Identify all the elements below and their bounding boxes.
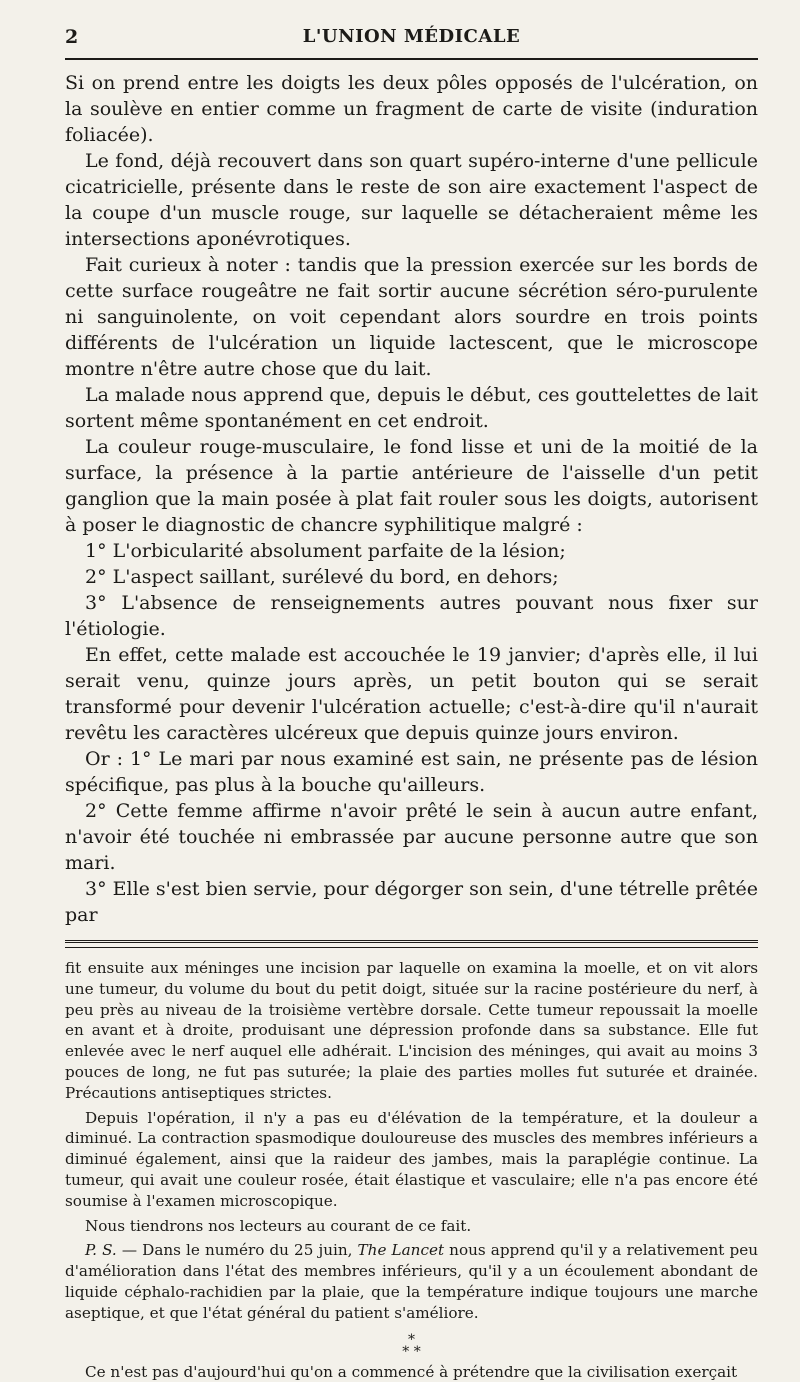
asterism-top: * [408,1331,415,1348]
journal-title: L'UNION MÉDICALE [302,26,521,47]
note-paragraph: Depuis l'opération, il n'y a pas eu d'élévation de la température, et la douleur a diminué. La contraction spasmodique douloureuse des muscles des membres inférieurs a diminué également, ainsi que la raideur des jambes, mais la paraplégie continue. La tumeur, qui avait une couleur rosée, était élastique et vasculaire; elle n'a pas encore été soumise à l'examen microscopique. [65,1108,758,1210]
list-item: 1° L'orbicularité absolument parfaite de la lésion; [85,540,566,562]
paragraph: Le fond, déjà recouvert dans son quart supéro-interne d'une pellicule cicatricielle, présente dans le reste de son aire exactement l'aspect de la coupe d'un muscle rouge, sur laquelle se détacheraient même les intersections aponévrotiques. [65,150,758,250]
asterism [65,1331,758,1360]
page-number: 2 [65,26,79,48]
feuilleton-section [65,958,758,1382]
paragraph: La couleur rouge-musculaire, le fond lisse et uni de la moitié de la surface, la présence à la partie antérieure de l'aisselle d'un petit ganglion que la main posée à plat fait rouler sous les doigts, autorisent à poser le diagnostic de chancre syphilitique malgré : [65,436,758,536]
asterism-bottom: * * [402,1343,421,1360]
list-item: 3° L'absence de renseignements autres pouvant nous fixer sur l'étiologie. [65,592,758,640]
lancet-title: The Lancet [357,1241,445,1260]
postscript [65,1240,758,1323]
list-item: 3° Elle s'est bien servie, pour dégorger son sein, d'une tétrelle prêtée par [65,878,759,926]
list-item: 2° Cette femme affirme n'avoir prêté le sein à aucun autre enfant, n'avoir été touchée ni embrassée par aucune personne autre que son mari. [65,800,758,874]
main-article [65,70,758,928]
note-paragraph: fit ensuite aux méninges une incision par laquelle on examina la moelle, et on vit alors une tumeur, du volume du bout du petit doigt, située sur la racine postérieure du nerf, à peu près au niveau de la troisième vertèbre dorsale. Cette tumeur repoussait la moelle en avant et à droite, produisant une dépression profonde dans sa substance. Elle fut enlevée avec le nerf auquel elle adhérait. L'incision des méninges, qui avait au moins 3 pouces de long, ne fut pas suturée; la plaie des parties molles fut suturée et drainée. Précautions antiseptiques strictes. [65,959,758,1102]
ps-label: P. S. [85,1241,117,1260]
ps-text: — Dans le numéro du 25 juin, [116,1241,358,1260]
paragraph: En effet, cette malade est accouchée le 19 janvier; d'après elle, il lui serait venu, quinze jours après, un petit bouton qui se serait transformé pour devenir l'ulcération actuelle; c'est-à-dire qu'il n'aurait revêtu les caractères ulcéreux que depuis quinze jours environ. [65,644,758,744]
paragraph: La malade nous apprend que, depuis le début, ces gouttelettes de lait sortent même spontanément en cet endroit. [65,384,758,432]
paragraph: Si on prend entre les doigts les deux pôles opposés de l'ulcération, on la soulève en entier comme un fragment de carte de visite (induration foliacée). [65,72,758,146]
final-line: Ce n'est pas d'aujourd'hui qu'on a commencé à prétendre que la civilisation exerçait [85,1362,738,1381]
header-rule [65,58,758,60]
paragraph: Or : 1° Le mari par nous examiné est sain, ne présente pas de lésion spécifique, pas plus à la bouche qu'ailleurs. [65,748,758,796]
note-paragraph: Nous tiendrons nos lecteurs au courant de ce fait. [85,1216,472,1235]
paragraph: Fait curieux à noter : tandis que la pression exercée sur les bords de cette surface rougeâtre ne fait sortir aucune sécrétion séro-purulente ni sanguinolente, on voit cependant alors sourdre en trois points différents de l'ulcération un liquide lactescent, que le microscope montre n'être autre chose que du lait. [65,254,758,380]
section-divider [65,940,758,948]
ps-text: nous apprend qu'il y a relativement peu d'amélioration dans l'état des membres inférieurs, qu'il y a un écoulement abondant de liquide céphalo-rachidien par la plaie, que la température indique toujours une marche aseptique, et que l'état général du patient s'améliore. [65,1241,759,1322]
list-item: 2° L'aspect saillant, surélevé du bord, en dehors; [85,566,559,588]
page-header [65,20,758,50]
